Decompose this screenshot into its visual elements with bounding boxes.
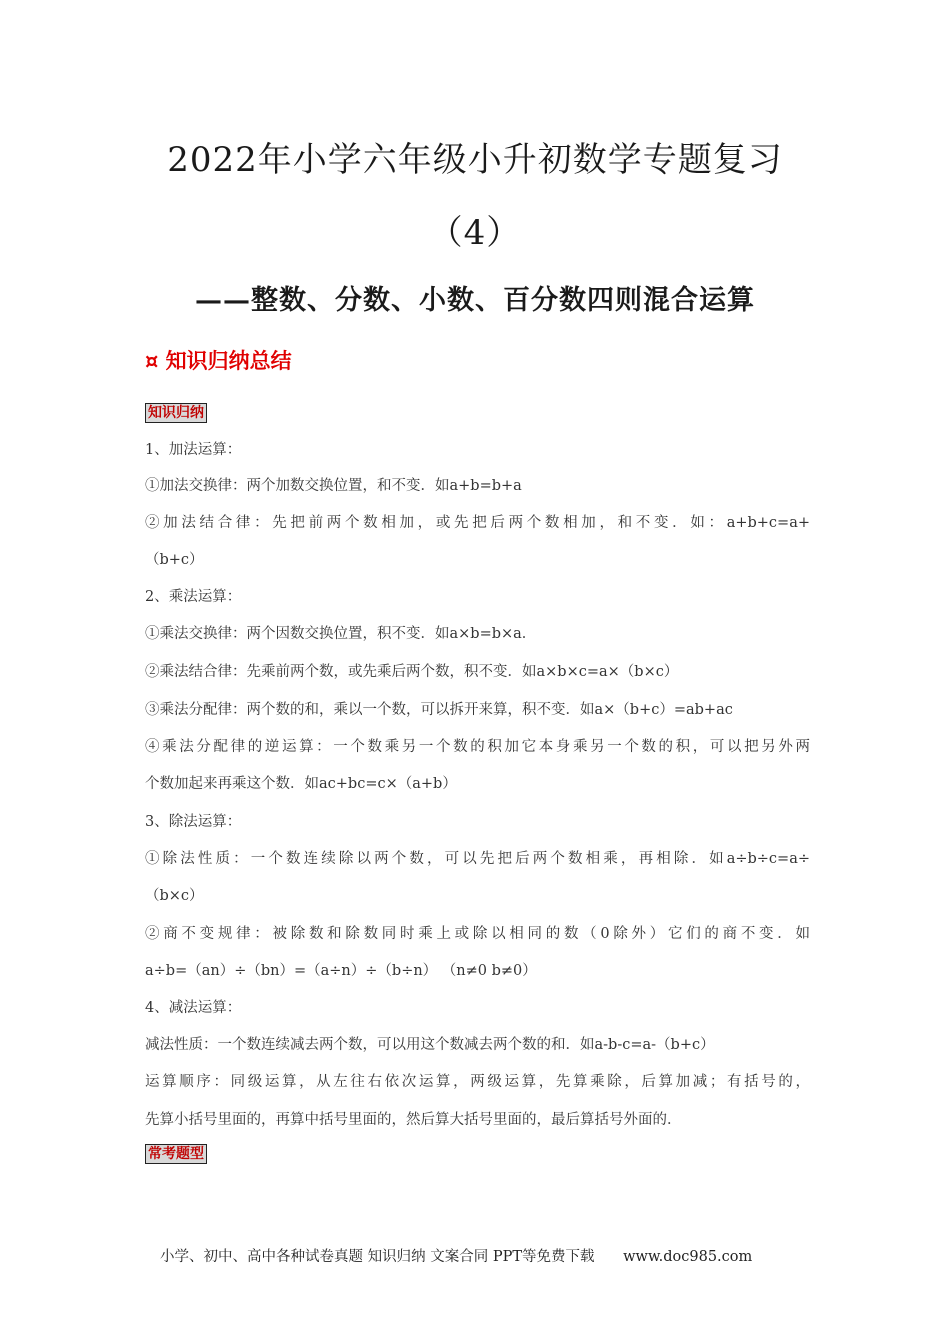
text-line: 4、减法运算： — [145, 1000, 242, 1016]
text-line: 3、除法运算： — [145, 814, 242, 830]
text-line: （b+c） — [145, 552, 204, 568]
text-line: 运算顺序：同级运算，从左往右依次运算，两级运算，先算乘除，后算加减；有括号的， — [145, 1074, 810, 1090]
text-line: 1、加法运算： — [145, 442, 242, 458]
text-line: ①乘法交换律：两个因数交换位置，积不变．如a×b=b×a． — [145, 626, 537, 642]
knowledge-label: 知识归纳 — [145, 403, 207, 423]
questions-label: 常考题型 — [145, 1144, 207, 1164]
footer-site: www.doc985.com — [623, 1249, 753, 1265]
document-title-number: （4） — [428, 213, 522, 253]
text-line: ①除法性质：一个数连续除以两个数，可以先把后两个数相乘，再相除．如a÷b÷c=a÷ — [145, 851, 810, 867]
text-line: a÷b=（an）÷（bn）=（a÷n）÷（b÷n） （n≠0 b≠0） — [145, 963, 537, 979]
text-line: ②乘法结合律：先乘前两个数，或先乘后两个数，积不变．如a×b×c=a×（b×c） — [145, 664, 679, 680]
text-line: ③乘法分配律：两个数的和，乘以一个数，可以拆开来算，积不变．如a×（b+c）=ab+ac — [145, 702, 733, 718]
document-subtitle: ——整数、分数、小数、百分数四则混合运算 — [195, 285, 755, 316]
text-line: ①加法交换律：两个加数交换位置，和不变．如a+b=b+a — [145, 478, 522, 494]
text-line: ②商不变规律：被除数和除数同时乘上或除以相同的数（0除外）它们的商不变．如 — [145, 926, 810, 942]
text-line: ④乘法分配律的逆运算：一个数乘另一个数的积加它本身乘另一个数的积，可以把另外两 — [145, 739, 810, 755]
footer-text: 小学、初中、高中各种试卷真题 知识归纳 文案合同 PPT等免费下载 — [160, 1249, 595, 1265]
document-title: 2022年小学六年级小升初数学专题复习 — [167, 140, 783, 180]
text-line: 个数加起来再乘这个数．如ac+bc=c×（a+b） — [145, 776, 457, 792]
text-line: 2、乘法运算： — [145, 589, 242, 605]
text-line: 减法性质：一个数连续减去两个数，可以用这个数减去两个数的和．如a-b-c=a-（b+c） — [145, 1037, 715, 1053]
text-line: 先算小括号里面的，再算中括号里面的，然后算大括号里面的，最后算括号外面的． — [145, 1112, 682, 1128]
page-footer — [160, 1245, 752, 1266]
text-line: （b×c） — [145, 888, 204, 904]
section-heading: ¤ 知识归纳总结 — [145, 349, 292, 373]
text-line: ②加法结合律：先把前两个数相加，或先把后两个数相加，和不变．如：a+b+c=a+ — [145, 515, 810, 531]
